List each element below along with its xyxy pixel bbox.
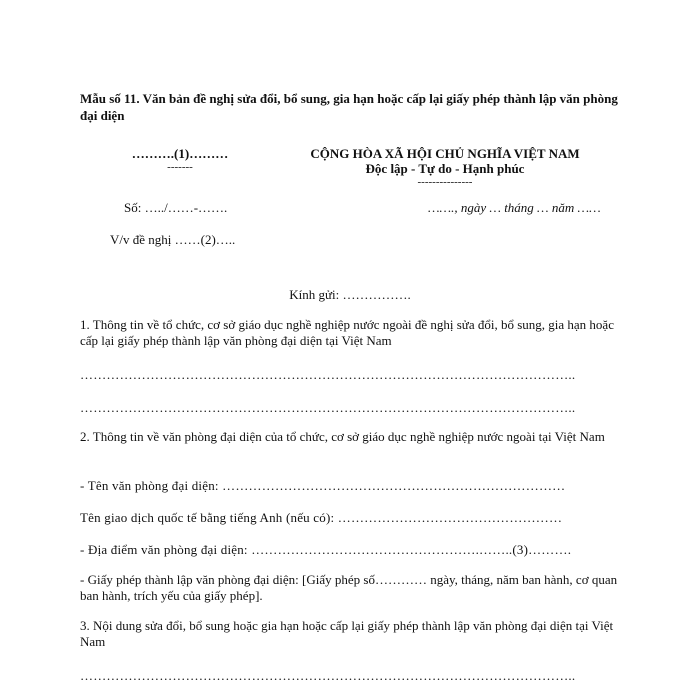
section-3-fill-line-1: ………………………………………………………………………………………………….. (80, 668, 576, 683)
license-info-line: - Giấy phép thành lập văn phòng đại diện: [Giấy phép số………… ngày, tháng, năm ban hành, cơ quan ban hành, trích yếu của giấy phép]. (80, 572, 618, 603)
section-1-fill-line-1: ………………………………………………………………………………………………….. (80, 367, 576, 382)
country-name: CỘNG HÒA XÃ HỘI CHỦ NGHĨA VIỆT NAM (310, 146, 580, 161)
form-title: Mẫu số 11. Văn bản đề nghị sửa đổi, bổ sung, gia hạn hoặc cấp lại giấy phép thành lập văn phòng đại diện (80, 91, 618, 123)
section-1-fill-line-2: ………………………………………………………………………………………………….. (80, 400, 576, 415)
document-number: Số: …../……-……. (124, 200, 228, 215)
right-header-divider: --------------- (417, 176, 473, 188)
issuing-organization-name: ……….(1)……… (131, 146, 229, 161)
issuing-organization-header (110, 146, 250, 173)
addressee-line: Kính gửi: ……………. (289, 287, 411, 302)
document-subject: V/v đề nghị ……(2)….. (110, 232, 236, 247)
national-motto: Độc lập - Tự do - Hạnh phúc (365, 161, 525, 176)
national-header (290, 146, 600, 188)
section-3-heading: 3. Nội dung sửa đổi, bổ sung hoặc gia hạn hoặc cấp lại giấy phép thành lập văn phòng đại diện tại Việt Nam (80, 618, 614, 649)
office-name-line: - Tên văn phòng đại diện: …………………………………………………………………… (80, 478, 566, 493)
section-1-heading: 1. Thông tin về tổ chức, cơ sở giáo dục nghề nghiệp nước ngoài đề nghị sửa đổi, bổ sung, gia hạn hoặc cấp lại giấy phép thành lập văn phòng đại diện tại Việt Nam (80, 317, 614, 348)
office-location-line: - Địa điểm văn phòng đại diện: …………………………………………….……..(3)………. (80, 542, 572, 557)
left-header-divider: ------- (167, 161, 193, 173)
section-2-heading: 2. Thông tin về văn phòng đại diện của tổ chức, cơ sở giáo dục nghề nghiệp nước ngoài tại Việt Nam (80, 429, 605, 444)
document-date: ……., ngày … tháng … năm …… (428, 200, 601, 215)
international-name-line: Tên giao dịch quốc tế bằng tiếng Anh (nếu có): …………………………………………… (80, 510, 563, 525)
